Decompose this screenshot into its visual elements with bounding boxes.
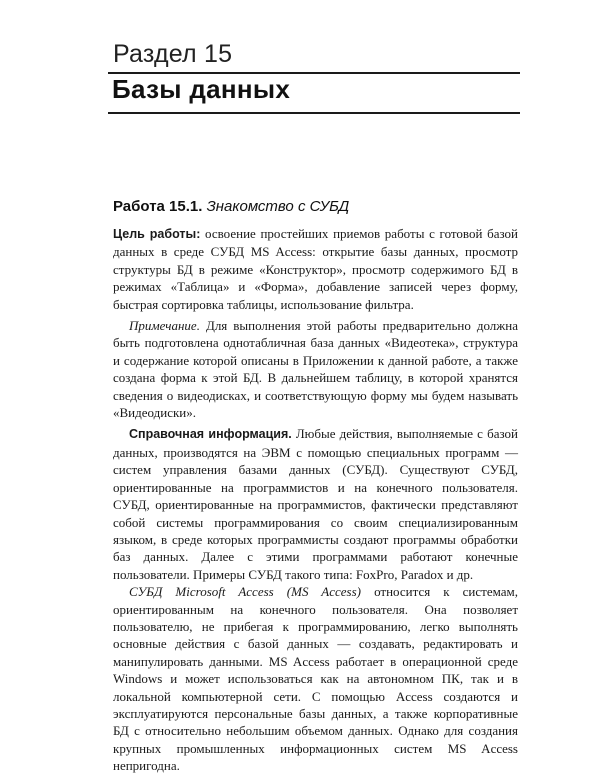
paragraph-note [113, 317, 518, 421]
work-number: Работа 15.1. [113, 198, 203, 215]
work-title: Знакомство с СУБД [206, 198, 350, 215]
note-text: Для выполнения этой работы предварительно должна быть подготовлена однотабличная база данных «Видеотека», структура и содержание которой описаны в Приложении к данной работе, а также создана форма к этой БД. В дальнейшем таблицу, в которой хранятся сведения о видеодисках, и соответствующую форму мы будем называть «Видеодиски». [113, 318, 518, 421]
access-lead: СУБД Microsoft Access (MS Access) [129, 584, 361, 600]
body-text [113, 225, 518, 775]
paragraph-goal [113, 225, 518, 313]
reference-lead: Справочная информация. [129, 427, 292, 442]
work-heading [113, 198, 349, 215]
goal-text: освоение простейших приемов работы с готовой базой данных в среде СУБД MS Access: открытие базы данных, просмотр структуры БД в режиме «Конструктор», просмотр содержимого БД в режимах «Таблица» и «Форма», добавление записей через форму, быстрая сортировка таблицы, использование фильтра. [113, 226, 518, 312]
note-lead: Примечание. [129, 318, 200, 334]
paragraph-reference [113, 425, 518, 583]
chapter-title: Базы данных [112, 74, 291, 104]
paragraph-access [113, 583, 518, 774]
reference-text: Любые действия, выполняемые с базой данных, производятся на ЭВМ с помощью специальных программ — систем управления базами данных (СУБД). Существуют СУБД, ориентированные на программистов и на конечного пользователя. СУБД, ориентированные на программистов, фактически представляют собой системы программирования со своим специализированным языком, в среде которых программисты создают программы обработки баз данных. Далее с этими программами работают конечные пользователи. Примеры СУБД такого типа: FoxPro, Paradox и др. [113, 426, 518, 582]
goal-lead: Цель работы: [113, 227, 201, 241]
access-text: относится к системам, ориентированным на конечного пользователя. Она позволяет пользователю, не прибегая к программированию, легко выполнять основные действия с базой данных — создавать, редактировать и манипулировать данными. MS Access работает в операционной среде Windows и может использоваться как на автономном ПК, так и в локальной компьютерной сети. С помощью Access создаются и эксплуатируются персональные базы данных, а также корпоративные БД с относительно небольшим объемом данных. Однако для создания крупных промышленных информационных систем MS Access непригодна. [113, 584, 518, 774]
header-rule-bottom [108, 112, 520, 114]
section-label: Раздел 15 [113, 40, 233, 68]
